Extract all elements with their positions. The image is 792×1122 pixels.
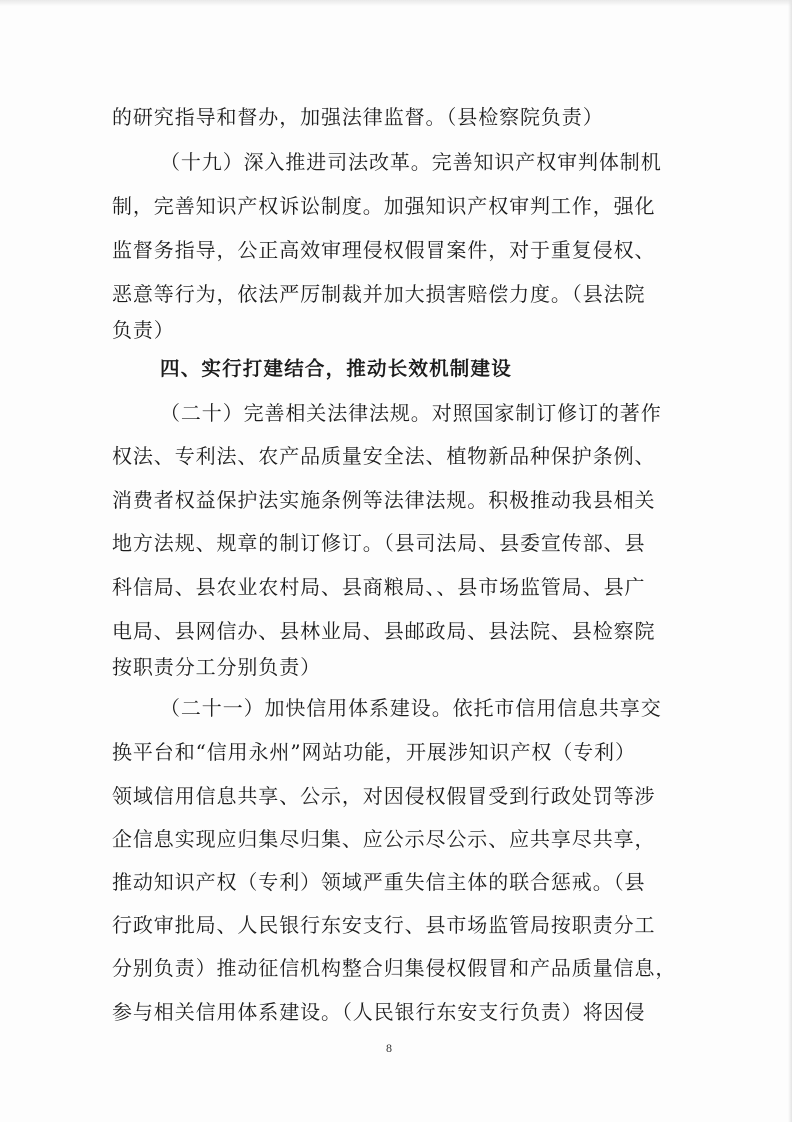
text-line: 地方法规、规章的制订修订。（县司法局、县委宣传部、县 [112,531,646,555]
page-number: 8 [386,1041,392,1055]
scan-shadow-right [788,0,792,1122]
text-line: 行政审批局、人民银行东安支行、县市场监管局按职责分工 [112,913,656,937]
text-line: 企信息实现应归集尽归集、应公示尽公示、应共享尽共享， [112,827,656,851]
text-line: 按职责分工分别负责） [112,655,321,679]
text-line: 分别负责）推动征信机构整合归集侵权假冒和产品质量信息， [112,956,677,980]
text-line: （二十）完善相关法律法规。对照国家制订修订的著作 [160,401,662,425]
text-line: 恶意等行为，依法严厉制裁并加大损害赔偿力度。（县法院 [112,282,646,306]
text-line: （十九）深入推进司法改革。完善知识产权审判体制机 [160,150,662,174]
text-line: 领域信用信息共享、公示，对因侵权假冒受到行政处罚等涉 [112,784,656,808]
text-line: 权法、专利法、农产品质量安全法、植物新品种保护条例、 [112,444,656,468]
text-line: 监督务指导，公正高效审理侵权假冒案件，对于重复侵权、 [112,238,656,262]
text-line: （二十一）加快信用体系建设。依托市信用信息共享交 [160,696,662,720]
text-line: 参与相关信用体系建设。（人民银行东安支行负责）将因侵 [112,1000,646,1024]
text-line: 的研究指导和督办，加强法律监督。（县检察院负责） [112,105,604,129]
text-line: 换平台和“信用永州”网站功能，开展涉知识产权（专利） [112,740,636,764]
text-line: 制，完善知识产权诉讼制度。加强知识产权审判工作，强化 [112,194,656,218]
text-line: 负责） [112,318,175,342]
text-line: 推动知识产权（专利）领域严重失信主体的联合惩戒。（县 [112,870,646,894]
text-line: 科信局、县农业农村局、县商粮局、、县市场监管局、县广 [112,575,646,599]
scan-shadow-top [0,0,792,6]
section-heading: 四、实行打建结合，推动长效机制建设 [160,357,512,380]
text-line: 消费者权益保护法实施条例等法律法规。积极推动我县相关 [112,488,656,512]
text-line: 电局、县网信办、县林业局、县邮政局、县法院、县检察院 [112,619,656,643]
